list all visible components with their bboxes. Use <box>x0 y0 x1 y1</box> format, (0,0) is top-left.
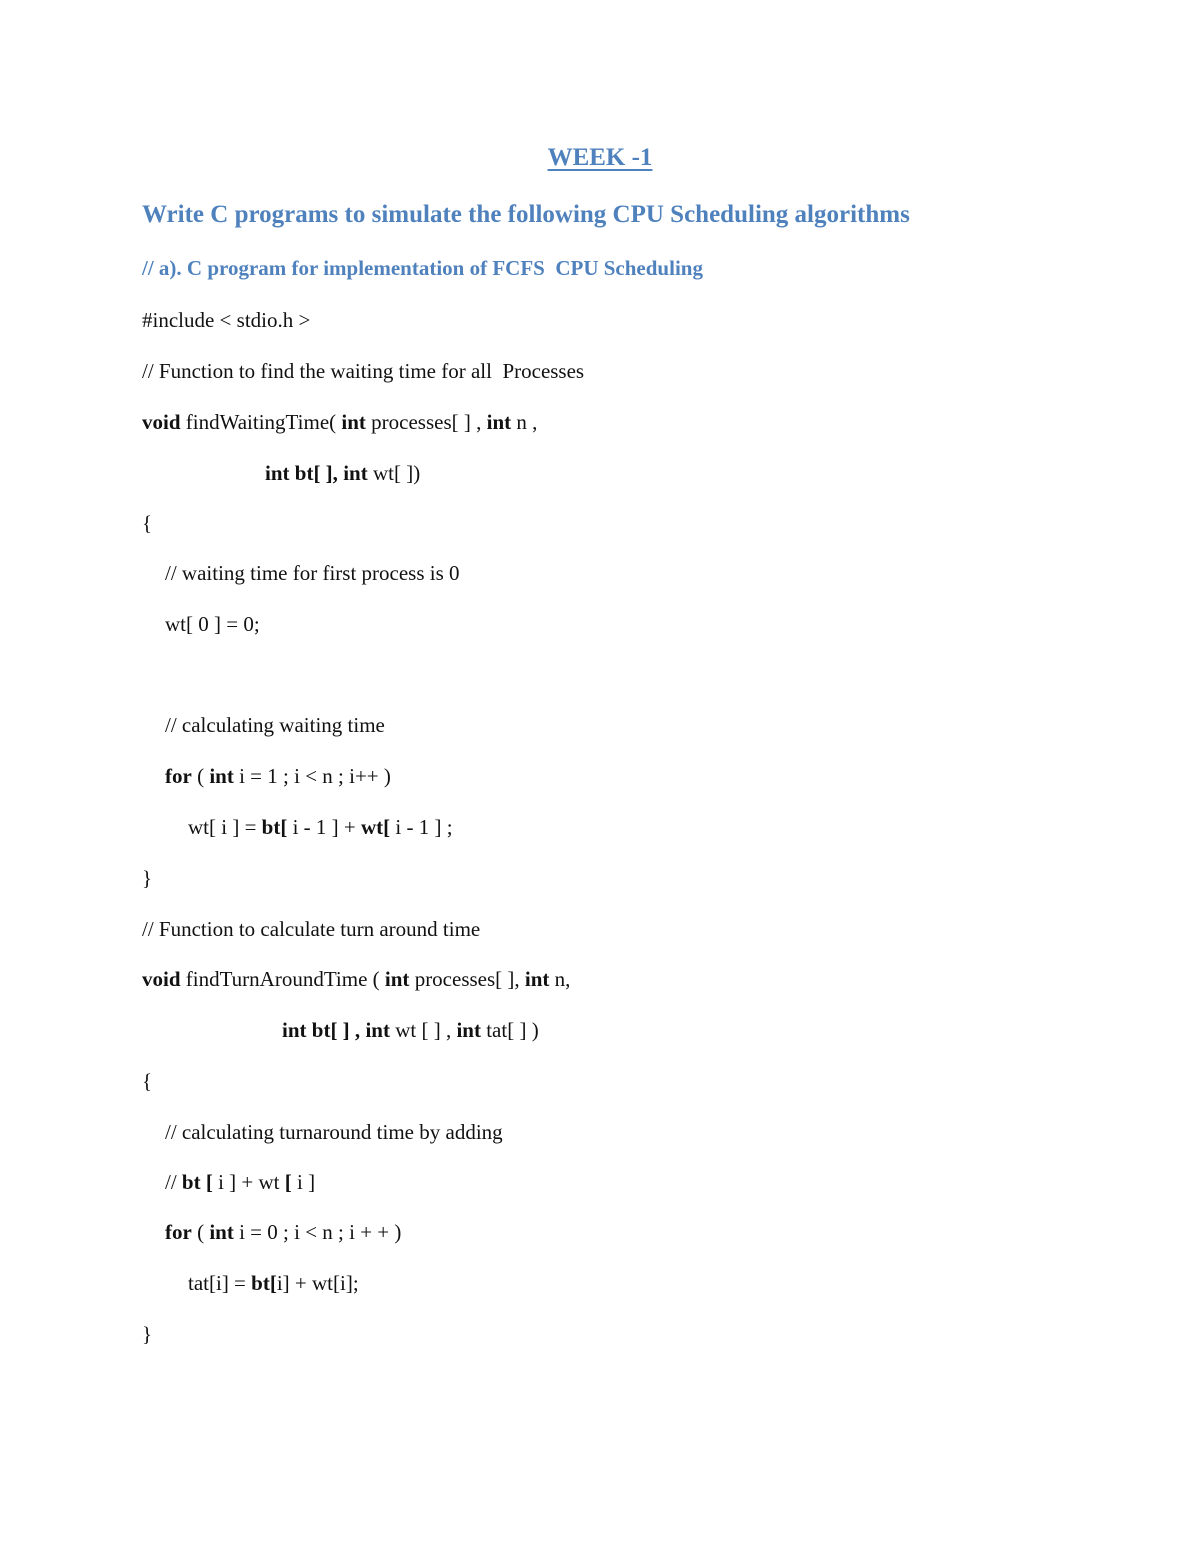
fn1-cont-b: wt[ ]) <box>367 461 421 485</box>
keyword-int: int <box>265 461 290 485</box>
code-line-for1 <box>165 763 391 789</box>
fn2-cont-c: tat[ ] ) <box>480 1018 539 1042</box>
fn2-cont-a: bt[ ] , <box>306 1018 366 1042</box>
keyword-int: int <box>343 461 368 485</box>
code-line-comment-first: // waiting time for first process is 0 <box>165 561 460 585</box>
comment-bt-d: [ <box>284 1170 292 1194</box>
document-subheading: // a). C program for implementation of FCFS CPU Scheduling <box>142 256 703 280</box>
code-line-include: #include < stdio.h > <box>142 308 311 332</box>
document-heading: Write C programs to simulate the following CPU Scheduling algorithms <box>142 201 910 228</box>
keyword-int: int <box>524 967 550 991</box>
for2-b: i = 0 ; i < n ; i + + ) <box>233 1220 402 1244</box>
wt-calc-c: i - 1 ] + <box>287 815 362 839</box>
keyword-int: int <box>384 967 410 991</box>
tat-a: tat[i] = <box>188 1271 252 1295</box>
week-title <box>0 143 1200 173</box>
fn2-arg1: processes[ ], <box>409 967 525 991</box>
fn2-name: findTurnAroundTime ( <box>180 967 385 991</box>
code-line-brace-open-1: { <box>142 511 153 535</box>
comment-bt-e: i ] <box>291 1170 316 1194</box>
code-line-comment-tat: // calculating turnaround time by adding <box>165 1120 503 1144</box>
keyword-int: int <box>341 410 366 434</box>
fn1-arg2: n , <box>511 410 538 434</box>
code-line-fn2-signature <box>142 966 570 992</box>
for1-b: i = 1 ; i < n ; i++ ) <box>233 764 391 788</box>
keyword-int: int <box>282 1018 307 1042</box>
code-line-for2 <box>165 1219 401 1245</box>
comment-bt-c: i ] + wt <box>212 1170 285 1194</box>
wt-calc-d: wt[ <box>361 815 391 839</box>
code-line-tat-calc <box>188 1270 359 1296</box>
fn1-cont-a: bt[ ], <box>289 461 344 485</box>
keyword-void: void <box>142 967 181 991</box>
code-line-fn2-continuation <box>282 1017 539 1043</box>
code-line-brace-close-2: } <box>142 1322 153 1346</box>
code-line-brace-close-1: } <box>142 866 153 890</box>
keyword-int: int <box>209 1220 234 1244</box>
tat-c: i] + wt[i]; <box>276 1271 359 1295</box>
comment-bt-a: // <box>165 1170 182 1194</box>
keyword-int: int <box>456 1018 481 1042</box>
for2-a: ( <box>191 1220 210 1244</box>
code-line-comment-fn2: // Function to calculate turn around time <box>142 917 481 941</box>
fn2-arg2: n, <box>549 967 571 991</box>
code-line-wt-calc <box>188 814 453 840</box>
code-line-comment-fn1: // Function to find the waiting time for all Processes <box>142 359 585 383</box>
wt-calc-e: i - 1 ] ; <box>390 815 453 839</box>
for1-a: ( <box>191 764 210 788</box>
code-line-fn1-signature <box>142 409 537 435</box>
keyword-for: for <box>165 1220 192 1244</box>
fn1-arg1: processes[ ] , <box>365 410 487 434</box>
keyword-void: void <box>142 410 181 434</box>
code-line-fn1-continuation <box>265 460 420 486</box>
tat-b: bt[ <box>251 1271 277 1295</box>
wt-calc-a: wt[ i ] = <box>188 815 262 839</box>
comment-bt-b: bt [ <box>181 1170 213 1194</box>
code-line-comment-calc-wt: // calculating waiting time <box>165 713 385 737</box>
keyword-int: int <box>209 764 234 788</box>
keyword-for: for <box>165 764 192 788</box>
code-line-brace-open-2: { <box>142 1069 153 1093</box>
week-title-text: WEEK -1 <box>547 144 653 171</box>
code-line-wt0: wt[ 0 ] = 0; <box>165 612 260 636</box>
keyword-int: int <box>486 410 512 434</box>
code-line-comment-bt-wt <box>165 1169 315 1195</box>
keyword-int: int <box>365 1018 390 1042</box>
fn2-cont-b: wt [ ] , <box>389 1018 457 1042</box>
wt-calc-b: bt[ <box>261 815 288 839</box>
fn1-name: findWaitingTime( <box>180 410 342 434</box>
